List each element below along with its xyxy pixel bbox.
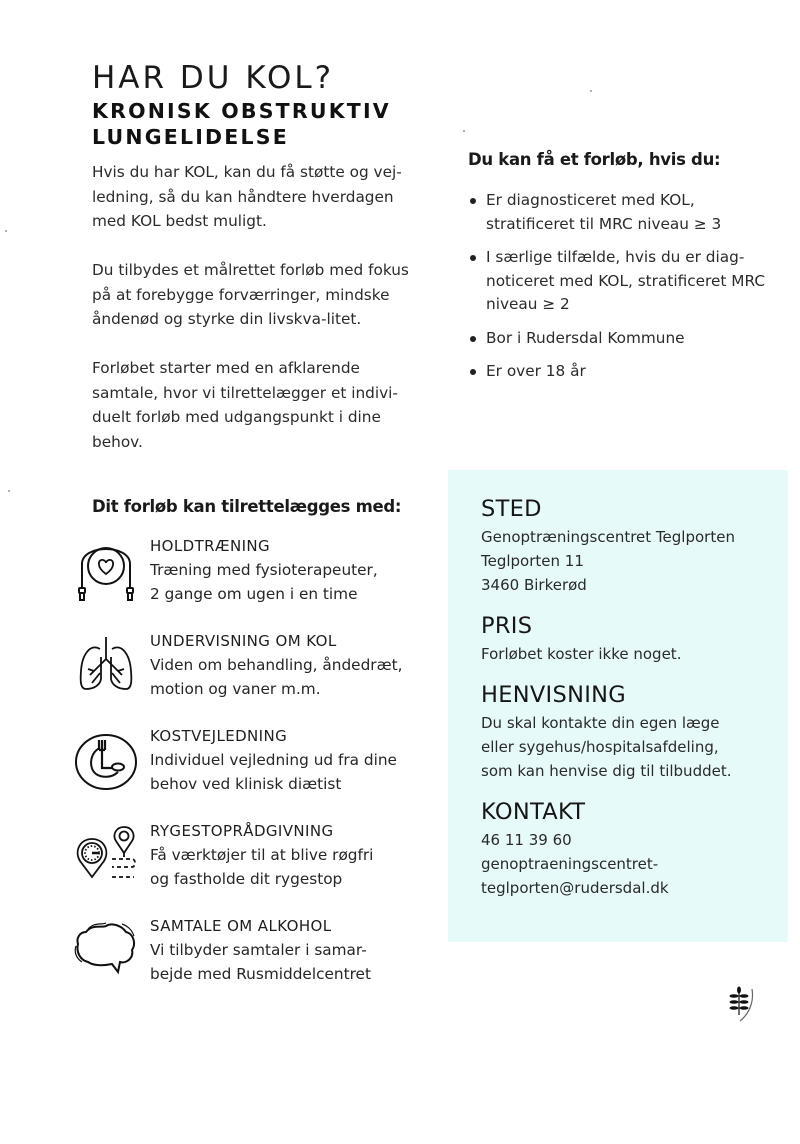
henvisning-line: som kan henvise dig til tilbuddet. xyxy=(481,762,732,780)
pris-section xyxy=(481,613,788,666)
offering-desc: Få værktøjer til at blive røgfri xyxy=(150,846,374,864)
sted-section xyxy=(481,496,788,597)
scan-speck xyxy=(590,90,592,92)
offering-undervisning xyxy=(72,629,432,724)
offering-desc: Træning med fysioterapeuter, xyxy=(150,561,378,579)
gauge-location-pin-icon xyxy=(72,821,140,889)
offering-desc: Vi tilbyder samtaler i samar- xyxy=(150,941,367,959)
kontakt-section xyxy=(481,799,788,900)
eligibility-item: Bor i Rudersdal Kommune xyxy=(468,327,788,351)
sted-line: 3460 Birkerød xyxy=(481,576,587,594)
intro-paragraph: Du tilbydes et målrettet forløb med fokus på at forebygge forværringer, mindske åndenød og styrke din livskva-litet. xyxy=(92,261,409,328)
eligibility-list xyxy=(468,189,788,384)
henvisning-section xyxy=(481,682,788,783)
jump-rope-heart-icon xyxy=(72,536,140,604)
intro-paragraph: Forløbet starter med en afklarende samtale, hvor vi tilrettelægger et indivi-duelt forløb med udgangspunkt i dine behov. xyxy=(92,359,398,451)
offering-desc: bejde med Rusmiddelcentret xyxy=(150,965,371,983)
offering-title: KOSTVEJLEDNING xyxy=(150,727,288,745)
offering-title: RYGESTOPRÅDGIVNING xyxy=(150,822,334,840)
offering-desc: Individuel vejledning ud fra dine xyxy=(150,751,397,769)
pris-line: Forløbet koster ikke noget. xyxy=(481,645,682,663)
offering-desc: behov ved klinisk diætist xyxy=(150,775,342,793)
eligibility-item: Er diagnosticeret med KOL, stratificeret til MRC niveau ≥ 3 xyxy=(468,189,788,236)
sted-line: Genoptræningscentret Teglporten xyxy=(481,528,735,546)
eligibility-item: I særlige tilfælde, hvis du er diag-noticeret med KOL, stratificeret MRC niveau ≥ 2 xyxy=(468,246,788,317)
offering-title: HOLDTRÆNING xyxy=(150,537,271,555)
kontakt-phone[interactable]: 46 11 39 60 xyxy=(481,831,572,849)
offerings-list xyxy=(72,534,432,1009)
eligibility-item: Er over 18 år xyxy=(468,360,788,384)
speech-bubble-icon xyxy=(72,916,140,984)
offering-desc: Viden om behandling, åndedræt, xyxy=(150,656,403,674)
henvisning-line: eller sygehus/hospitalsafdeling, xyxy=(481,738,719,756)
offering-desc: og fastholde dit rygestop xyxy=(150,870,343,888)
offerings-heading: Dit forløb kan tilrettelægges med: xyxy=(92,497,402,516)
kontakt-heading: KONTAKT xyxy=(481,799,586,825)
lungs-icon xyxy=(72,631,140,699)
plate-fork-spoon-icon xyxy=(72,726,140,794)
intro-paragraph: Hvis du har KOL, kan du få støtte og vej-ledning, så du kan håndtere hverdagen med KOL bedst muligt. xyxy=(92,163,402,230)
offering-alkohol xyxy=(72,914,432,1009)
rudersdal-leaf-logo-icon xyxy=(726,985,756,1025)
info-box xyxy=(448,470,788,942)
sted-heading: STED xyxy=(481,496,542,522)
offering-rygestop xyxy=(72,819,432,914)
scan-speck xyxy=(463,130,465,132)
offering-title: SAMTALE OM ALKOHOL xyxy=(150,917,332,935)
henvisning-heading: HENVISNING xyxy=(481,682,627,708)
scan-speck xyxy=(5,230,7,232)
offering-desc: 2 gange om ugen i en time xyxy=(150,585,358,603)
page-title: HAR DU KOL? xyxy=(92,60,335,96)
sted-line: Teglporten 11 xyxy=(481,552,584,570)
scan-speck xyxy=(8,490,10,492)
offering-kostvejledning xyxy=(72,724,432,819)
pris-heading: PRIS xyxy=(481,613,533,639)
kontakt-email[interactable]: genoptraeningscentret- xyxy=(481,855,659,873)
henvisning-line: Du skal kontakte din egen læge xyxy=(481,714,720,732)
offering-title: UNDERVISNING OM KOL xyxy=(150,632,337,650)
eligibility-section xyxy=(468,150,788,394)
subtitle-line-1: KRONISK OBSTRUKTIV xyxy=(92,99,391,123)
eligibility-heading: Du kan få et forløb, hvis du: xyxy=(468,150,721,169)
intro-text xyxy=(92,160,422,479)
kontakt-email[interactable]: teglporten@rudersdal.dk xyxy=(481,879,669,897)
offering-holdtraening xyxy=(72,534,432,629)
page-subtitle xyxy=(92,98,391,150)
subtitle-line-2: LUNGELIDELSE xyxy=(92,125,289,149)
offering-desc: motion og vaner m.m. xyxy=(150,680,321,698)
